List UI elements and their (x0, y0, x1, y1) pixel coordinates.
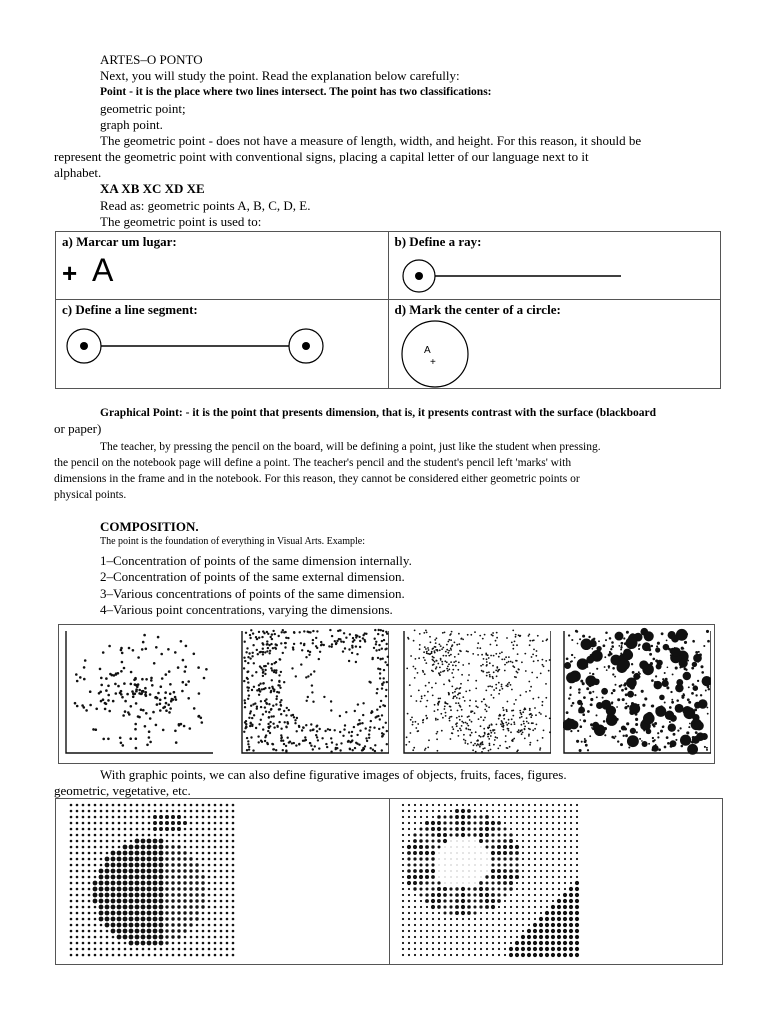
point-uses-table (55, 231, 721, 389)
graphical-paragraph-line3: dimensions in the frame and in the notebook. For this reason, they cannot be considered either geometric points or (54, 473, 580, 485)
figurative-line2: geometric, vegetative, etc. (54, 783, 191, 798)
used-to-text: The geometric point is used to: (100, 214, 262, 229)
cell-mark-place (56, 232, 389, 300)
table-divider (389, 799, 390, 964)
read-as-text: Read as: geometric points A, B, C, D, E. (100, 198, 311, 213)
mark-place-label: a) Marcar um lugar: (62, 234, 177, 249)
composition-example-1 (65, 627, 213, 755)
classification-1: geometric point; (100, 101, 186, 116)
figurative-examples-table (55, 798, 723, 965)
intro-text: Next, you will study the point. Read the explanation below carefully: (100, 68, 460, 83)
graphical-paragraph-line2: the pencil on the notebook page will define a point. The teacher's pencil and the student's pencil left 'marks' with (54, 457, 572, 469)
geometric-paragraph-line2: represent the geometric point with conventional signs, placing a capital letter of our language next to it (54, 149, 589, 164)
center-letter-a: A (423, 345, 431, 356)
geometric-examples: XA XB XC XD XE (100, 181, 205, 196)
graphical-paragraph-line1: The teacher, by pressing the pencil on the board, will be defining a point, just like the student when pressing. (100, 441, 601, 453)
composition-subtitle: The point is the foundation of everything in Visual Arts. Example: (100, 536, 366, 547)
plus-icon: + (62, 258, 78, 288)
line-segment-label: c) Define a line segment: (62, 302, 198, 317)
graphical-point-title-cont: or paper) (54, 421, 102, 436)
cell-define-ray (388, 232, 721, 300)
composition-example-4 (563, 627, 711, 755)
composition-item-4: 4–Various point concentrations, varying the dimensions. (100, 602, 393, 617)
geometric-paragraph-line1: The geometric point - does not have a measure of length, width, and height. For this reason, it should be (100, 133, 642, 148)
graphical-paragraph-line4: physical points. (54, 489, 127, 501)
composition-example-3 (403, 627, 551, 755)
figurative-line1: With graphic points, we can also define figurative images of objects, fruits, faces, figures. (100, 767, 567, 782)
page-title: ARTES–O PONTO (100, 52, 203, 67)
apple-dot-image (64, 801, 236, 961)
center-plus-icon: + (429, 357, 436, 368)
flower-house-dot-image (396, 801, 580, 961)
composition-item-3: 3–Various concentrations of points of the same dimension. (100, 586, 405, 601)
composition-example-2 (241, 627, 389, 755)
cell-circle-center (388, 300, 721, 389)
composition-item-1: 1–Concentration of points of the same dimension internally. (100, 553, 412, 568)
circle-center-label: d) Mark the center of a circle: (394, 302, 561, 317)
circle-center-diagram (397, 318, 473, 388)
point-letter-a: A (92, 252, 114, 288)
line-segment-diagram (60, 322, 332, 372)
define-ray-label: b) Define a ray: (394, 234, 482, 249)
point-definition: Point - it is the place where two lines intersect. The point has two classifications: (100, 86, 492, 98)
composition-item-2: 2–Concentration of points of the same external dimension. (100, 569, 405, 584)
composition-title: COMPOSITION. (100, 519, 199, 534)
graphical-point-title: Graphical Point: - it is the point that presents dimension, that is, it presents contrast with the surface (blackboard (100, 407, 657, 419)
classification-2: graph point. (100, 117, 163, 132)
composition-examples-strip (58, 624, 715, 764)
geometric-paragraph-line3: alphabet. (54, 165, 102, 180)
cell-line-segment (56, 300, 389, 389)
ray-diagram (395, 252, 635, 298)
